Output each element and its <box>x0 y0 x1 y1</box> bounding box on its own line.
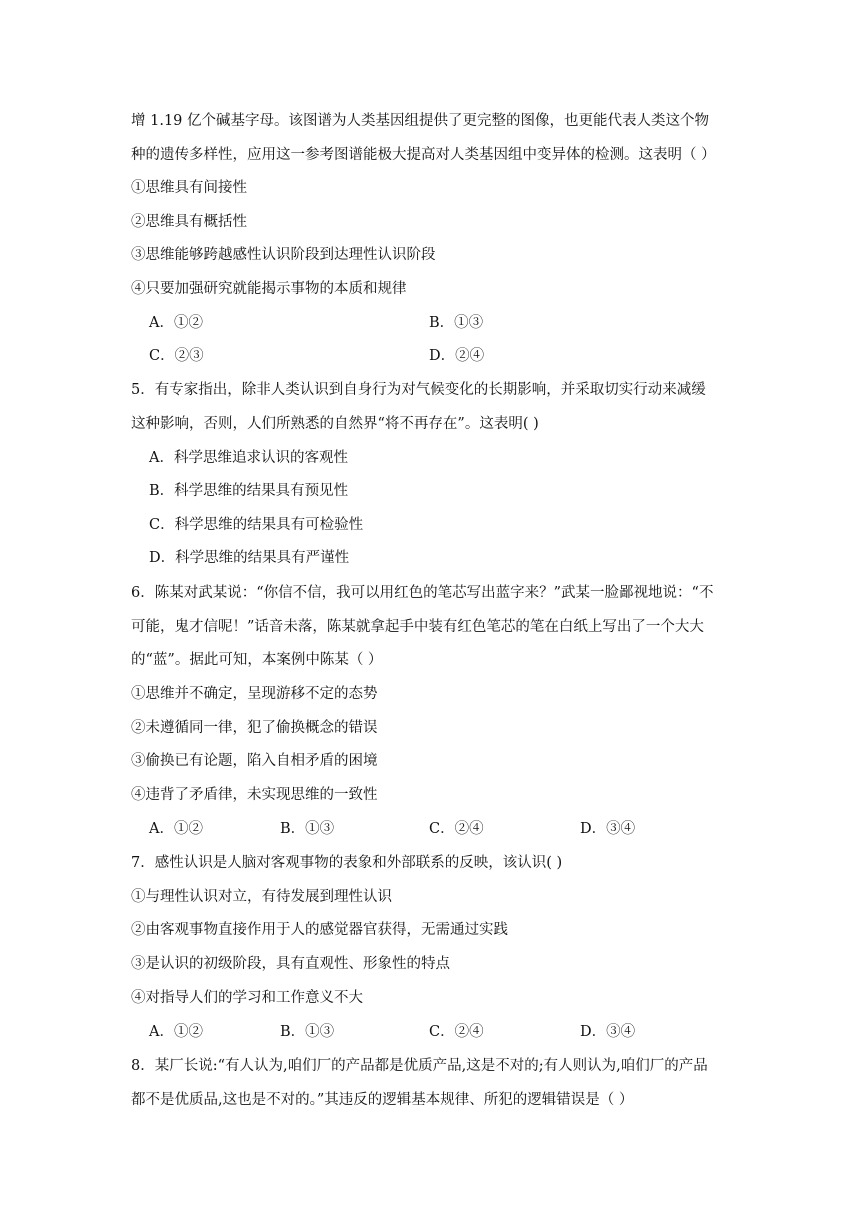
q7-option-d[interactable]: D．③④ <box>580 1024 636 1040</box>
q5-option-c[interactable]: C．科学思维的结果具有可检验性 <box>149 517 364 533</box>
q5-option-b[interactable]: B．科学思维的结果具有预见性 <box>149 483 349 499</box>
q8-stem-line-1: 8．某厂长说:“有人认为,咱们厂的产品都是优质产品,这是不对的;有人则认为,咱们厂的产品 <box>131 1058 708 1074</box>
q6-stem-line-3: 的“蓝”。据此可知，本案例中陈某（ ） <box>131 652 383 668</box>
q5-stem-line-1: 5．有专家指出，除非人类认识到自身行为对气候变化的长期影响，并采取切实行动来减缓 <box>131 382 706 398</box>
q6-option-c[interactable]: C．②④ <box>429 821 484 837</box>
q4-item-2: ②思维具有概括性 <box>131 214 247 230</box>
q6-item-4: ④违背了矛盾律，未实现思维的一致性 <box>131 787 378 803</box>
q4-item-3: ③思维能够跨越感性认识阶段到达理性认识阶段 <box>131 247 436 263</box>
q6-option-a[interactable]: A．①② <box>149 821 203 837</box>
q5-stem-line-2: 这种影响，否则，人们所熟悉的自然界“将不再存在”。这表明( ) <box>131 416 539 432</box>
q4-option-d[interactable]: D．②④ <box>429 348 485 364</box>
q4-option-b[interactable]: B．①③ <box>429 315 484 331</box>
q7-option-b[interactable]: B．①③ <box>280 1024 335 1040</box>
q7-item-3: ③是认识的初级阶段，具有直观性、形象性的特点 <box>131 956 450 972</box>
q7-stem-line-1: 7．感性认识是人脑对客观事物的表象和外部联系的反映，该认识( ) <box>131 855 563 871</box>
q6-item-3: ③偷换已有论题，陷入自相矛盾的困境 <box>131 753 378 769</box>
q7-item-4: ④对指导人们的学习和工作意义不大 <box>131 990 363 1006</box>
q4-stem-line-2: 种的遗传多样性，应用这一参考图谱能极大提高对人类基因组中变异体的检测。这表明（ ） <box>131 147 716 163</box>
q6-stem-line-1: 6．陈某对武某说：“你信不信，我可以用红色的笔芯写出蓝字来？”武某一脸鄙视地说：“不 <box>131 585 714 601</box>
q5-option-a[interactable]: A．科学思维追求认识的客观性 <box>149 450 348 466</box>
q4-item-1: ①思维具有间接性 <box>131 180 247 196</box>
q6-item-2: ②未遵循同一律，犯了偷换概念的错误 <box>131 720 378 736</box>
q4-option-a[interactable]: A．①② <box>149 315 203 331</box>
q4-stem-line-1: 增 1.19 亿个碱基字母。该图谱为人类基因组提供了更完整的图像，也更能代表人类这个物 <box>131 113 709 129</box>
q7-item-2: ②由客观事物直接作用于人的感觉器官获得，无需通过实践 <box>131 922 508 938</box>
q5-option-d[interactable]: D．科学思维的结果具有严谨性 <box>149 550 350 566</box>
q7-option-a[interactable]: A．①② <box>149 1024 203 1040</box>
q7-item-1: ①与理性认识对立，有待发展到理性认识 <box>131 889 392 905</box>
q4-item-4: ④只要加强研究就能揭示事物的本质和规律 <box>131 281 407 297</box>
q6-item-1: ①思维并不确定，呈现游移不定的态势 <box>131 686 378 702</box>
q6-option-d[interactable]: D．③④ <box>580 821 636 837</box>
q6-option-b[interactable]: B．①③ <box>280 821 335 837</box>
q7-option-c[interactable]: C．②④ <box>429 1024 484 1040</box>
q8-stem-line-2: 都不是优质品,这也是不对的。”其违反的逻辑基本规律、所犯的逻辑错误是（ ） <box>131 1092 634 1108</box>
q6-stem-line-2: 可能，鬼才信呢！”话音未落，陈某就拿起手中装有红色笔芯的笔在白纸上写出了一个大大 <box>131 619 704 635</box>
q4-option-c[interactable]: C．②③ <box>149 348 204 364</box>
